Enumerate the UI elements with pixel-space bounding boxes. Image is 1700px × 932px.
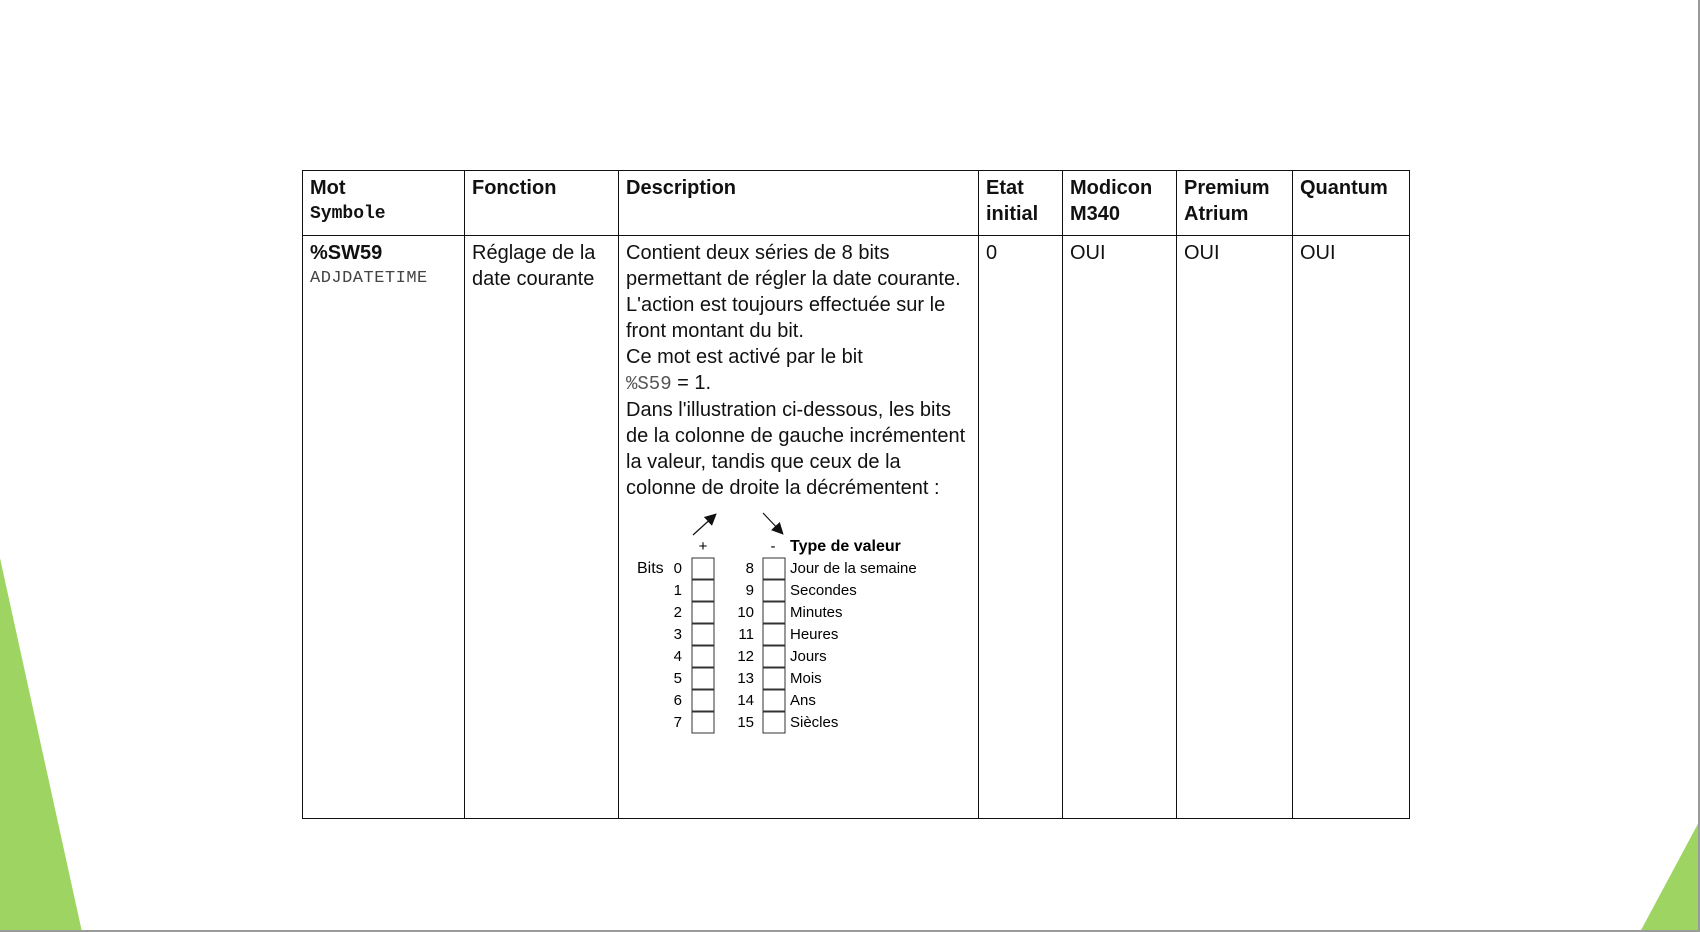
description-paragraph: Dans l'illustration ci-dessous, les bits de la colonne de gauche incrémentent la valeur, tandis que ceux de la colonne de droite la décrémentent :: [626, 399, 966, 499]
header-description: Description: [619, 171, 979, 236]
header-mot-symbole: [303, 171, 465, 236]
cell-function: Réglage de la date courante: [465, 236, 619, 819]
cell-description: [619, 236, 979, 819]
decrement-bit-box: [763, 646, 785, 667]
decrement-bit-number: 13: [737, 670, 754, 687]
increment-bit-box: [692, 646, 714, 667]
header-m340-line1: Modicon: [1070, 177, 1153, 199]
header-etat-initial: [979, 171, 1063, 236]
decrement-bit-number: 12: [737, 648, 754, 665]
description-paragraph: Contient deux séries de 8 bits permettant de régler la date courante.: [626, 242, 961, 290]
increment-bit-box: [692, 668, 714, 689]
symbol-value: ADJDATETIME: [310, 269, 428, 288]
header-symbole: Symbole: [310, 204, 386, 224]
increment-bit-number: 1: [673, 582, 682, 599]
cell-quantum: OUI: [1293, 236, 1410, 819]
description-text: Ce mot est activé par le bit: [626, 346, 863, 368]
value-type-label: Ans: [790, 692, 816, 709]
decrement-bit-box: [763, 602, 785, 623]
decrement-bit-number: 9: [745, 582, 754, 599]
bit-reference: %S59: [626, 373, 672, 395]
decrement-bit-box: [763, 712, 785, 733]
header-etat-line2: initial: [986, 203, 1039, 225]
cell-premium: OUI: [1177, 236, 1293, 819]
system-word-table: [302, 170, 1410, 819]
table-header-row: [303, 171, 1410, 236]
decrement-bit-number: 8: [745, 560, 754, 577]
decrement-bit-number: 10: [737, 604, 754, 621]
decrement-arrow-icon: [763, 513, 782, 533]
increment-bit-number: 4: [673, 648, 682, 665]
increment-bit-box: [692, 580, 714, 601]
increment-bit-number: 6: [673, 692, 682, 709]
decrement-bit-box: [763, 624, 785, 645]
increment-bit-number: 2: [673, 604, 682, 621]
bits-diagram: [622, 511, 962, 741]
decrement-bit-box: [763, 580, 785, 601]
plus-label: +: [698, 538, 708, 555]
value-type-label: Siècles: [790, 714, 839, 731]
description-text: = 1.: [671, 372, 712, 394]
increment-bit-box: [692, 712, 714, 733]
increment-bit-number: 5: [673, 670, 682, 687]
decrement-bit-box: [763, 668, 785, 689]
decrement-bit-number: 14: [737, 692, 754, 709]
decrement-bit-box: [763, 558, 785, 579]
bits-label: Bits: [637, 560, 664, 577]
value-type-label: Mois: [790, 670, 822, 687]
header-premium-atrium: [1177, 171, 1293, 236]
value-type-label: Heures: [790, 626, 839, 643]
description-paragraph: [626, 344, 971, 397]
description-paragraph: L'action est toujours effectuée sur le front montant du bit.: [626, 294, 946, 342]
increment-bit-number: 7: [673, 714, 682, 731]
increment-bit-number: 3: [673, 626, 682, 643]
cell-initial-state: 0: [979, 236, 1063, 819]
value-type-label: Secondes: [790, 582, 857, 599]
increment-arrow-icon: [693, 515, 715, 535]
header-premium-line2: Atrium: [1184, 203, 1249, 225]
minus-label: -: [770, 538, 776, 555]
increment-bit-box: [692, 558, 714, 579]
value-type-label: Minutes: [790, 604, 843, 621]
table-row: [303, 236, 1410, 819]
increment-bit-number: 0: [673, 560, 682, 577]
increment-bit-box: [692, 690, 714, 711]
header-etat-line1: Etat: [986, 177, 1024, 199]
value-type-label: Jour de la semaine: [790, 560, 917, 577]
header-fonction: Fonction: [465, 171, 619, 236]
increment-bit-box: [692, 602, 714, 623]
header-modicon-m340: [1063, 171, 1177, 236]
cell-word-symbol: [303, 236, 465, 819]
increment-bit-box: [692, 624, 714, 645]
header-mot: Mot: [310, 177, 346, 199]
header-m340-line2: M340: [1070, 203, 1121, 225]
cell-m340: OUI: [1063, 236, 1177, 819]
value-type-label: Jours: [790, 648, 827, 665]
decrement-bit-box: [763, 690, 785, 711]
value-type-header: Type de valeur: [790, 538, 901, 555]
decrement-bit-number: 15: [737, 714, 754, 731]
header-premium-line1: Premium: [1184, 177, 1270, 199]
decrement-bit-number: 11: [738, 626, 754, 643]
header-quantum: Quantum: [1293, 171, 1410, 236]
word-value: %SW59: [310, 242, 383, 264]
